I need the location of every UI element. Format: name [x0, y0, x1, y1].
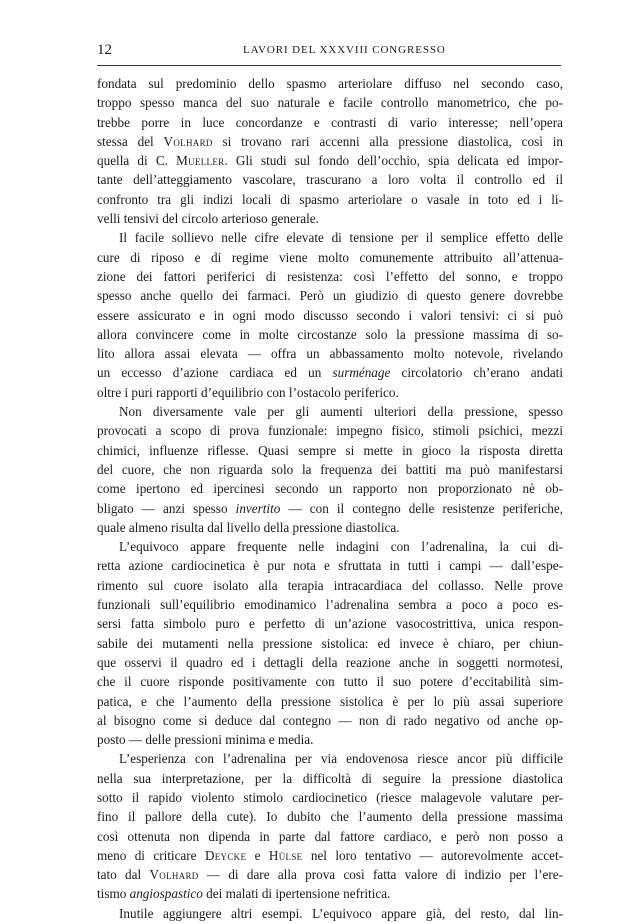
- text-segment: rimento sul cuore isolato alla terapia intracardiaca del collasso. Nelle prove: [97, 577, 563, 593]
- text-line: [97, 788, 563, 807]
- author-name: Deycke: [204, 847, 247, 863]
- running-title: LAVORI DEL XXXVIII CONGRESSO: [243, 44, 446, 56]
- text-segment: essere assicurato e in ogni modo discusso secondo i valori tensivi: ci si può: [97, 307, 563, 323]
- text-segment: al bisogno come si deduce dal contegno — non di rado negativo od anche op-: [97, 712, 563, 728]
- page-number: 12: [97, 42, 112, 58]
- text-line: [97, 865, 563, 884]
- text-segment: sotto il rapido violento stimolo cardiocinetico (riesce malagevole valutare per-: [97, 789, 563, 805]
- text-line: [97, 402, 563, 421]
- text-segment: tismo: [97, 886, 130, 902]
- text-line: [97, 170, 563, 189]
- text-line: [97, 209, 563, 228]
- text-line: [97, 74, 563, 93]
- text-segment: e: [246, 847, 269, 863]
- text-line: [97, 730, 563, 749]
- text-line: [97, 267, 563, 286]
- text-segment: del cuore, che non riguarda solo la frequenza dei battiti ma può manifestarsi: [97, 461, 563, 477]
- text-segment: posto — delle pressioni minima e media.: [97, 732, 314, 748]
- text-segment: cure di riposo e di regime viene molto comunemente attribuito all’attenua-: [97, 249, 563, 265]
- text-line: [97, 827, 563, 846]
- text-segment: che il cuore risponde positivamente con tutto il suo potere d’eccitabilità sim-: [97, 674, 563, 690]
- text-line: [97, 595, 563, 614]
- text-segment: dei malati di ipertensione nefritica.: [202, 886, 391, 902]
- text-line: [97, 132, 563, 151]
- paragraph: [97, 228, 563, 402]
- text-segment: tante dell’atteggiamento vascolare, trascurano a loro volta il controllo ed il: [97, 172, 563, 188]
- author-name: Volhard: [149, 867, 199, 883]
- author-name: Mueller: [176, 153, 225, 169]
- header-rule: [97, 65, 561, 66]
- text-line: [97, 846, 563, 865]
- text-line: [97, 518, 563, 537]
- text-segment: nel loro tentativo — autorevolmente accet-: [302, 847, 563, 863]
- text-segment: tato dal: [97, 867, 150, 883]
- paragraph: [97, 537, 563, 749]
- text-segment: zione dei fattori periferici di resistenza: così l’effetto del sonno, e troppo: [97, 268, 563, 284]
- text-line: [97, 441, 563, 460]
- text-segment: — di dare alla prova così fatta valore di indizio per l’ere-: [198, 867, 563, 883]
- text-segment: bligato — anzi spesso: [97, 500, 236, 516]
- author-name: Hülse: [268, 847, 303, 863]
- text-line: [97, 634, 563, 653]
- text-segment: così ottenuta non dipenda in parte dal fattore cardiaco, e però non posso a: [97, 828, 563, 844]
- text-segment: funzionali sull’equilibrio emodinamico l’adrenalina sembra a poco a poco es-: [97, 597, 563, 613]
- text-line: [97, 479, 563, 498]
- text-line: [97, 325, 563, 344]
- body-text: [97, 74, 563, 923]
- text-segment: L’equivoco appare frequente nelle indagini con l’adrenalina, la cui di-: [119, 539, 563, 555]
- paragraph: [97, 749, 563, 903]
- text-line: [97, 151, 563, 170]
- text-segment: spesso anche quello dei farmaci. Però un giudizio di questo genere dovrebbe: [97, 288, 563, 304]
- text-line: [97, 537, 563, 556]
- text-line: [97, 286, 563, 305]
- text-line: [97, 363, 563, 382]
- text-line: [97, 344, 563, 363]
- text-line: [97, 692, 563, 711]
- text-line: [97, 672, 563, 691]
- text-line: [97, 190, 563, 209]
- text-segment: stessa del: [97, 133, 164, 149]
- text-segment: confronto tra gli indizi locali di spasmo arteriolare o vasale in toto ed i li-: [97, 191, 563, 207]
- text-segment: sersi fatta simbolo puro e perfetto di un’azione vasocostrittiva, unica respon-: [97, 616, 563, 632]
- text-line: [97, 807, 563, 826]
- text-segment: sabile dei mutamenti nella pressione sistolica: ed invece è chiaro, per chiun-: [97, 635, 563, 651]
- text-segment: lito allora assai elevata — offra un abbassamento molto notevole, rivelando: [97, 346, 563, 362]
- text-segment: chimici, influenze riflesse. Quasi sempre si mette in gioco la risposta diretta: [97, 442, 563, 458]
- text-segment: oltre i puri rapporti d’equilibrio con l’ostacolo periferico.: [97, 384, 399, 400]
- text-segment: patica, e che l’aumento della pressione sistolica è per lo più assai superiore: [97, 693, 563, 709]
- text-segment: que osservi il quadro ed i dettagli della reazione anche in soggetti normotesi,: [97, 654, 563, 670]
- text-line: [97, 228, 563, 247]
- text-segment: nella sua interpretazione, per la difficoltà di seguire la pressione diastolica: [97, 770, 563, 786]
- text-line: [97, 499, 563, 518]
- text-line: [97, 711, 563, 730]
- paragraph: [97, 402, 563, 537]
- text-segment: Inutile aggiungere altri esempi. L’equivoco appare già, del resto, dal lin-: [119, 905, 563, 921]
- text-line: [97, 421, 563, 440]
- text-segment: troppo spesso manca del suo naturale e facile controllo manometrico, che po-: [97, 95, 563, 111]
- text-segment: allora convincere come in molte circostanze solo la pressione massima di so-: [97, 326, 563, 342]
- running-head: [97, 42, 561, 64]
- text-segment: — con il contegno delle resistenze periferiche,: [280, 500, 563, 516]
- text-segment: velli tensivi del circolo arterioso generale.: [97, 211, 319, 227]
- text-segment: retta azione cardiocinetica è pur nota e sfruttata in tutti i campi — dall’espe-: [97, 558, 563, 574]
- text-line: [97, 248, 563, 267]
- text-line: [97, 113, 563, 132]
- paragraph: [97, 904, 563, 923]
- text-segment: provocati a scopo di prova funzionale: impegno fisico, stimoli psichici, mezzi: [97, 423, 563, 439]
- text-line: [97, 306, 563, 325]
- text-segment: Non diversamente vale per gli aumenti ulteriori della pressione, spesso: [119, 404, 563, 420]
- text-line: [97, 383, 563, 402]
- text-segment: si trovano rari accenni alla pressione diastolica, così in: [212, 133, 563, 149]
- text-segment: trebbe porre in luce concordanze e contrasti di vario interesse; nell’opera: [97, 114, 563, 130]
- text-segment: Il facile sollievo nelle cifre elevate di tensione per il semplice effetto delle: [119, 230, 563, 246]
- text-segment: un eccesso d’azione cardiaca ed un: [97, 365, 333, 381]
- italic-term: surménage: [332, 365, 391, 381]
- text-line: [97, 904, 563, 923]
- text-line: [97, 749, 563, 768]
- text-line: [97, 93, 563, 112]
- text-line: [97, 556, 563, 575]
- text-line: [97, 884, 563, 903]
- text-line: [97, 653, 563, 672]
- paragraph: [97, 74, 563, 228]
- italic-term: invertito: [235, 500, 281, 516]
- text-line: [97, 460, 563, 479]
- italic-term: angiospastico: [129, 886, 203, 902]
- text-segment: . Gli studi sul fondo dell’occhio, spia delicata ed impor-: [224, 153, 563, 169]
- text-line: [97, 769, 563, 788]
- text-line: [97, 576, 563, 595]
- text-segment: fondata sul predominio dello spasmo arteriolare diffuso nel secondo caso,: [97, 76, 563, 91]
- author-name: Volhard: [163, 133, 213, 149]
- text-line: [97, 614, 563, 633]
- text-segment: fino il pallore della cute). Io dubito che l’aumento della pressione massima: [97, 809, 563, 825]
- text-segment: come ipertono ed ipercinesi secondo un rapporto non proporzionato nè ob-: [97, 481, 563, 497]
- text-segment: L’esperienza con l’adrenalina per via endovenosa riesce ancor più difficile: [119, 751, 563, 767]
- text-segment: quale almeno risulta dal livello della pressione diastolica.: [97, 519, 400, 535]
- text-segment: meno di criticare: [97, 847, 205, 863]
- text-segment: quella di C.: [97, 153, 177, 169]
- text-segment: circolatorio ch’erano andati: [390, 365, 563, 381]
